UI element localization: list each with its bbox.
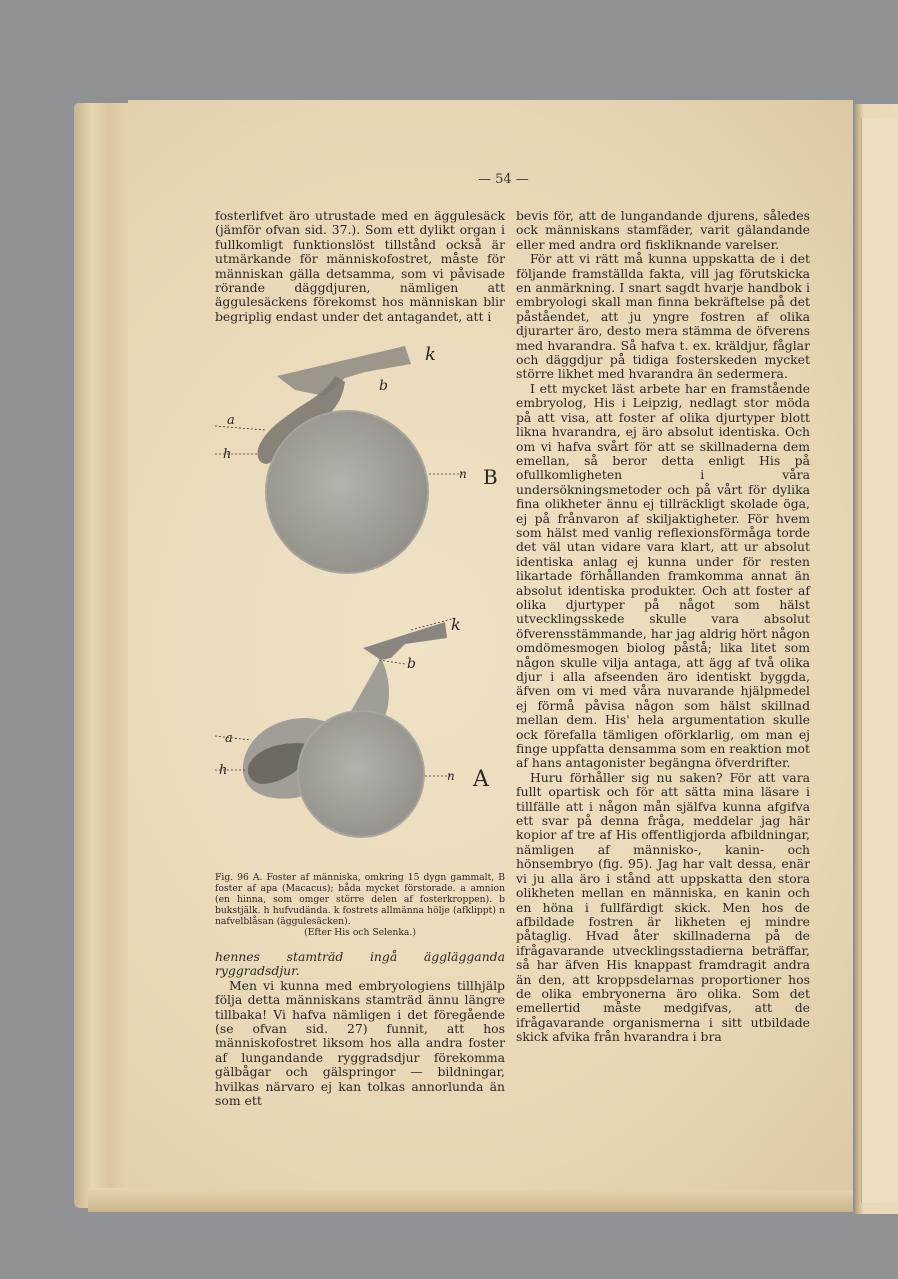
label-b-lower: b — [407, 656, 416, 672]
left-column-top — [215, 209, 505, 324]
figure-caption — [215, 872, 505, 938]
label-n-lower: n — [447, 769, 455, 783]
paragraph: Huru förhåller sig nu saken? För att vara fullt opartisk och för att sätta mina läsare i tillfälle att i någon mån själfva kunna afgifva ett svar på denna fråga, meddelar jag här kopior af tre af His offentligjorda afbildningar, nämligen af människo-, kanin- och hönsembryo (fig. 95). Jag har valt dessa, enär vi ju alla äro i stånd att uppskatta den stora olikheten mellan en människa, en kanin och en höna i fullfärdigt skick. Men hos de afbildade fostren är likheten ej mindre påtaglig. Hvad åter skillnaderna på de ifrågavarande utvecklingsstadierna beträffar, så har äfven His knappast framdragit andra än den, att kroppsdelarnas proportioner hos de olika embryonerna äro olika. Som det emellertid måste medgifvas, att de ifrågavarande organismerna i sitt utbildade skick afvika från hvarandra i bra — [516, 769, 810, 1045]
left-column-bottom — [215, 950, 505, 1108]
label-B: B — [483, 465, 498, 489]
label-b-upper: b — [379, 378, 388, 394]
paragraph: bevis för, att de lungandande djurens, således ock människans stamfäder, varit gälandande eller med andra ord fiskliknande varelser. — [516, 208, 810, 252]
right-column — [516, 209, 810, 1045]
label-k-lower: k — [451, 615, 461, 634]
facing-page — [861, 118, 898, 1203]
page-number: — 54 — — [478, 172, 529, 187]
embryo-B — [257, 346, 429, 574]
paragraph: I ett mycket läst arbete har en framstående embryolog, His i Leipzig, nedlagt stor möda på att visa, att foster af olika djurtyper blott likna hvarandra, ej äro absolut identiska. Och om vi hafva svårt för att se skillnaderna dem emellan, så beror detta enligt His på ofullkomligheten i våra undersökningsmetoder och på vårt för dylika fina olikheter ännu ej tillräckligt skolade öga, ej på frånvaron af skiljaktigheter. För hvem som hälst med vanlig reflexionsförmåga torde det väl utan vidare vara klart, att ur absolut identiska anlag ej kunna under för resten likartade förhållanden framkomma annat än absolut identiska produkter. Och att foster af olika djurtyper på något som hälst utvecklingsskede skulle vara absolut öfverensstämmande, har jag aldrig hört någon omdömesmogen biolog påstå; lika litet som någon skulle vilja antaga, att ägg af två olika djur i alla afseenden äro identiskt byggda, äfven om vi med våra nuvarande hjälpmedel ej förmå påvisa någon som hälst skillnad mellan dem. His' hela argumentation skulle ock förefalla tämligen oförklarlig, om man ej finge uppfatta densamma som en reaktion mot af hans antagonister begängna öfverdrifter. — [516, 380, 810, 771]
label-n-upper: n — [459, 467, 467, 481]
page-stack-bottom — [88, 1188, 853, 1212]
paragraph-italic: hennes stamträd ingå ägglägganda ryggradsdjur. — [215, 949, 505, 979]
paragraph: Men vi kunna med embryologiens tillhjälp följa detta människans stamträd ännu längre tillbaka! Vi hafva nämligen i det föregående (se ofvan sid. 27) funnit, att hos människofostret liksom hos alla andra foster af lungandande ryggradsdjur förekomma gälbågar och gälspringor — bildningar, hvilkas närvaro ej kan tolkas annorlunda än som ett — [215, 977, 505, 1109]
caption-credit: (Efter His och Selenka.) — [304, 927, 416, 938]
label-h-lower: h — [219, 763, 228, 778]
caption-text: Fig. 96 A. Foster af människa, omkring 15 dygn gammalt, B foster af apa (Macacus); båda mycket förstorade. a amnion (en hinna, som omger större delen af fosterkroppen). b bukstjälk. h hufvudända. k fostrets allmänna hölje (afklippt) n nafvelblåsan (äggulesäcken). — [215, 872, 505, 927]
paragraph: fosterlifvet äro utrustade med en äggulesäck (jämför ofvan sid. 37.). Som ett dylikt organ i fullkomligt funktionslöst tillstånd också är utmärkande för människofostret, måste för människan gälla detsamma, som vi påvisade rörande däggdjuren, nämligen att äggulesäckens förekomst hos människan blir begriplig endast under det antagandet, att i — [215, 208, 505, 324]
figure-96-embryos — [215, 338, 505, 858]
paragraph: För att vi rätt må kunna uppskatta de i det följande framställda fakta, vill jag förutskicka en anmärkning. I snart sagdt hvarje handbok i embryologi skall man finna bekräftelse på det påståendet, att ju yngre fostren af olika djurarter äro, desto mera stämma de öfverens med hvarandra. Så hafva t. ex. kräldjur, fåglar och däggdjur på tidiga fosterskeden mycket större likhet med hvarandra än sedermera. — [516, 251, 810, 382]
label-h-upper: h — [223, 447, 232, 462]
label-k-upper: k — [425, 344, 436, 365]
label-a-upper: a — [227, 413, 235, 428]
label-A: A — [473, 767, 489, 792]
embryo-A — [243, 622, 447, 838]
label-a-lower: a — [225, 731, 233, 746]
page-stack-edge — [74, 103, 134, 1208]
